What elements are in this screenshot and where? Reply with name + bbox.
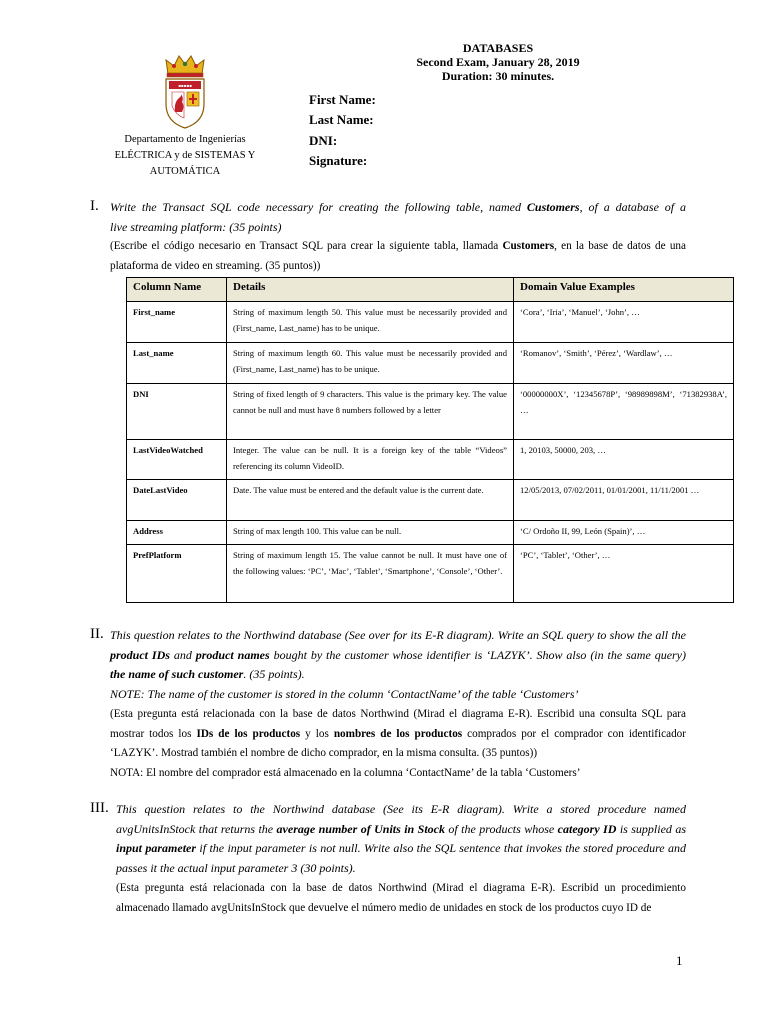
question-2-en: This question relates to the Northwind database (See over for its E-R diagram). Write an SQL query to show the all the product IDs and product names bought by the customer whose identifier is ‘LAZYK’. Show also (in the same query) the name of such customer. (35 points). [110,628,687,682]
question-3-number: III. [90,800,109,816]
table-row [127,521,734,545]
question-3-es: (Esta pregunta está relacionada con la base de datos Northwind (Mirad el diagrama E-R). Escribid un procedimiento almacenado llamado avgUnitsInStock que devuelve el número medio de unidades en stock de los productos cuyo ID de [116,881,686,914]
question-1-es: (Escribe el código necesario en Transact SQL para crear la siguiente tabla, llamada Customers, en la base de datos de una plataforma de video en streaming. (35 puntos)) [110,240,686,273]
table-cell-name: First_name [127,302,227,343]
last-name-label: Last Name: [309,112,374,128]
table-cell-details: String of maximum length 15. The value cannot be null. It must have one of the following values: ‘PC’, ‘Mac’, ‘Tablet’, ‘Smartphone’, ‘Console’, ‘Other’. [227,545,514,603]
table-cell-examples: 1, 20103, 50000, 203, … [514,440,734,480]
question-1 [110,198,686,277]
exam-duration: Duration: 30 minutes. [441,69,555,83]
table-cell-name: DateLastVideo [127,480,227,521]
table-cell-examples: ‘C/ Ordoño II, 99, León (Spain)’, … [514,521,734,545]
question-2-note-en: NOTE: The name of the customer is stored in the column ‘ContactName’ of the table ‘Customers’ [110,687,579,702]
table-cell-details: String of fixed length of 9 characters. This value is the primary key. The value cannot be null and must have 8 numbers followed by a letter [227,384,514,440]
first-name-label: First Name: [309,92,376,107]
table-cell-examples: ‘PC’, ‘Tablet’, ‘Other’, … [514,545,734,603]
question-2-number: II. [90,626,104,642]
table-cell-details: String of maximum length 60. This value must be necessarily provided and (First_name, Last_name) has to be unique. [227,343,514,384]
university-crest-icon [160,52,210,130]
column-header: Details [227,278,514,302]
table-cell-details: String of maximum length 50. This value must be necessarily provided and (First_name, Last_name) has to be unique. [227,302,514,343]
department-line: ELÉCTRICA y de SISTEMAS Y [114,150,256,161]
table-cell-examples: 12/05/2013, 07/02/2011, 01/01/2001, 11/11/2001 … [514,480,734,521]
question-3-en: This question relates to the Northwind database (See its E-R diagram). Write a stored procedure named avgUnitsInStock that returns the average number of Units in Stock of the products whose category ID is supplied as input parameter if the input parameter is not null. Write also the SQL sentence that invokes the stored procedure and passes it the actual input parameter 3 (30 points). [116,802,687,876]
table-cell-name: LastVideoWatched [127,440,227,480]
question-1-en-line2: live streaming platform: (35 points) [110,219,282,234]
table-cell-examples: ‘Cora’, ‘Iria’, ‘Manuel’, ‘John’, … [514,302,734,343]
column-header: Column Name [127,278,227,302]
question-1-number: I. [90,198,99,214]
department-line: AUTOMÁTICA [149,166,221,177]
table-cell-name: PrefPlatform [127,545,227,603]
signature-label: Signature: [309,152,368,168]
column-header: Domain Value Examples [514,278,734,302]
course-title: DATABASES [462,41,534,55]
department-line: Departamento de Ingenierías [124,134,246,145]
table-row [127,440,734,480]
svg-text:▪▪▪▪▪: ▪▪▪▪▪ [178,83,192,88]
student-fields [309,92,376,173]
question-2-note-es: NOTA: El nombre del comprador está almacenado en la columna ‘ContactName’ de la tabla ‘Customers’ [110,766,581,779]
table-cell-name: Last_name [127,343,227,384]
department-name [100,132,270,180]
table-row [127,480,734,521]
table-cell-examples: ‘Romanov’, ‘Smith’, ‘Pérez’, ‘Wardlaw’, … [514,343,734,384]
table-row [127,302,734,343]
table-row [127,384,734,440]
table-row [127,343,734,384]
dni-label: DNI: [309,132,338,148]
customers-spec-table [126,277,734,603]
page-number: 1 [676,953,683,968]
exam-heading [380,41,616,83]
question-2 [110,626,686,784]
table-cell-details: Integer. The value can be null. It is a foreign key of the table “Videos” referencing its column VideoID. [227,440,514,480]
table-cell-details: String of max length 100. This value can be null. [227,521,514,545]
table-header-row [127,278,734,302]
question-2-es: (Esta pregunta está relacionada con la base de datos Northwind (Mirad el diagrama E-R). Escribid una consulta SQL para mostrar todos los IDs de los productos y los nombres de los productos comprados por el comprador con identificador ‘LAZYK’. Mostrad también el nombre de dicho comprador, en la misma consulta. (35 puntos)) [110,707,686,760]
question-3 [116,800,686,918]
table-cell-examples: ‘00000000X’, ‘12345678P’, ‘98989898M’, ‘71382938A’, … [514,384,734,440]
table-cell-name: Address [127,521,227,545]
table-row [127,545,734,603]
table-cell-name: DNI [127,384,227,440]
question-1-en-line1: Write the Transact SQL code necessary for creating the following table, named Customers, of a database of a [110,200,687,214]
exam-date: Second Exam, January 28, 2019 [416,55,580,69]
table-cell-details: Date. The value must be entered and the default value is the current date. [227,480,514,521]
